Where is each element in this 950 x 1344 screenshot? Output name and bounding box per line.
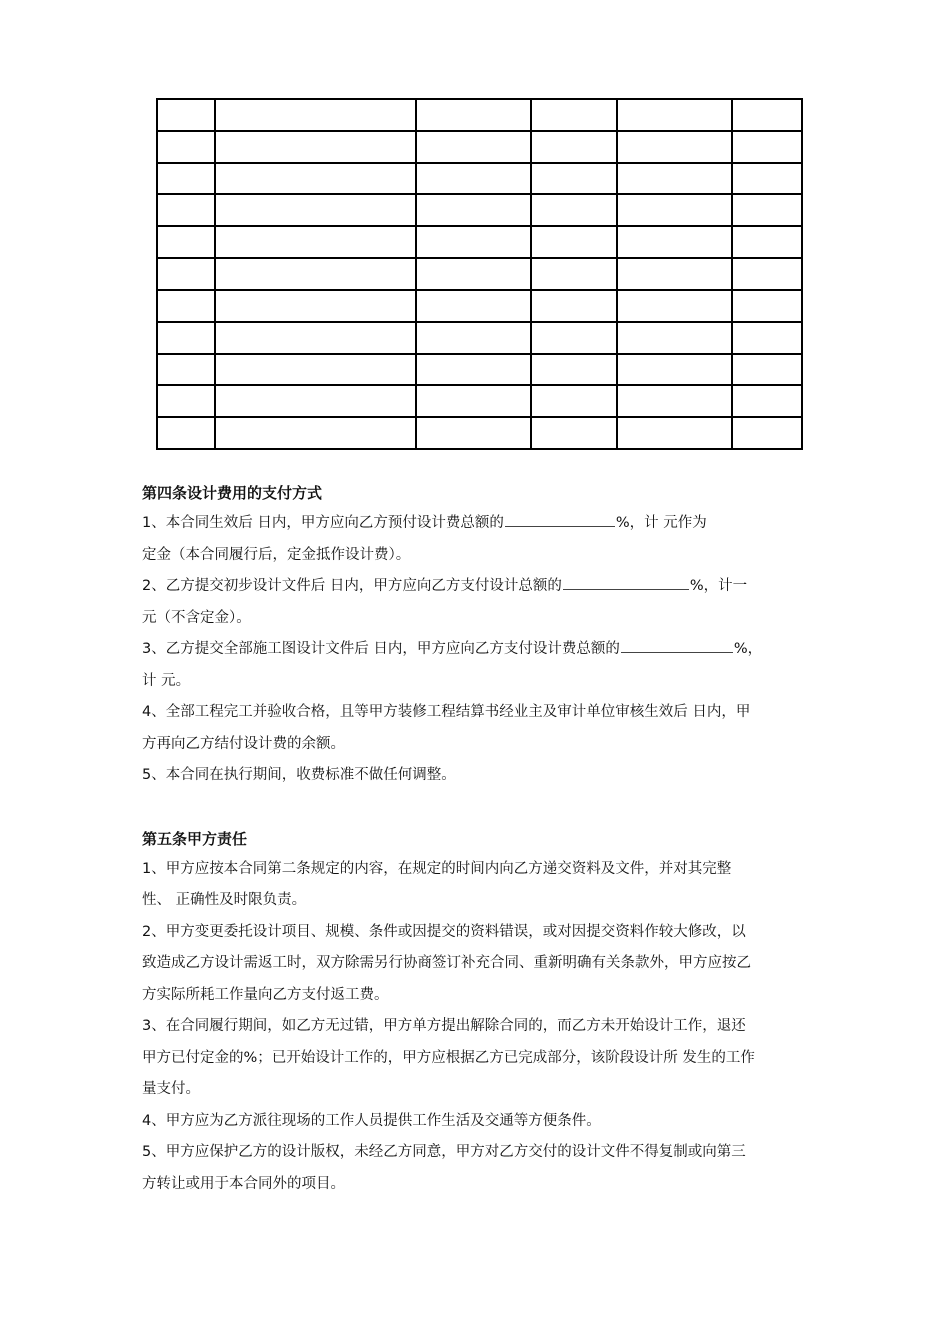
table-cell[interactable] (732, 131, 802, 163)
s4-item3-line2: 计 元。 (142, 672, 191, 689)
table-cell[interactable] (215, 322, 416, 354)
table-cell[interactable] (531, 163, 617, 195)
s5-item3-line3: 量支付。 (142, 1081, 200, 1097)
blank-form-table (156, 98, 803, 450)
table-cell[interactable] (617, 322, 732, 354)
table-cell[interactable] (617, 417, 732, 449)
table-cell[interactable] (732, 258, 802, 290)
s5-item1-line2: 性、 正确性及时限负责。 (142, 892, 307, 908)
s4-item4-line2: 方再向乙方结付设计费的余额。 (142, 735, 345, 752)
table-cell[interactable] (416, 194, 531, 226)
table-row (157, 417, 802, 449)
table-cell[interactable] (416, 417, 531, 449)
table-cell[interactable] (416, 354, 531, 386)
s4-item1-text-b: %，计 元作为 (615, 515, 707, 531)
table-cell[interactable] (531, 131, 617, 163)
table-cell[interactable] (157, 258, 215, 290)
table-cell[interactable] (215, 290, 416, 322)
table-cell[interactable] (157, 194, 215, 226)
section-5-title: 第五条甲方责任 (142, 829, 248, 848)
table-cell[interactable] (732, 99, 802, 131)
table-cell[interactable] (157, 385, 215, 417)
table-cell[interactable] (732, 322, 802, 354)
s5-item5-line1: 5、甲方应保护乙方的设计版权，未经乙方同意，甲方对乙方交付的设计文件不得复制或向第三 (142, 1144, 746, 1160)
table-cell[interactable] (732, 226, 802, 258)
table-cell[interactable] (416, 258, 531, 290)
table-cell[interactable] (215, 163, 416, 195)
table-cell[interactable] (531, 322, 617, 354)
s4-item2-line1 (142, 571, 812, 603)
table-cell[interactable] (732, 354, 802, 386)
table-cell[interactable] (157, 322, 215, 354)
percent-blank[interactable] (621, 638, 733, 653)
table-cell[interactable] (416, 226, 531, 258)
section-spacer (142, 792, 812, 824)
table-cell[interactable] (531, 194, 617, 226)
table-cell[interactable] (531, 354, 617, 386)
s4-item5: 5、本合同在执行期间，收费标准不做任何调整。 (142, 767, 456, 783)
s5-item2-line2: 致造成乙方设计需返工时，双方除需另行协商签订补充合同、重新明确有关条款外，甲方应按乙 (142, 955, 751, 971)
s5-item2-line1: 2、甲方变更委托设计项目、规模、条件或因提交的资料错误，或对因提交资料作较大修改，以 (142, 923, 746, 940)
percent-blank[interactable] (505, 512, 615, 527)
table-cell[interactable] (617, 354, 732, 386)
s4-item3-line1 (142, 634, 812, 666)
table-row (157, 290, 802, 322)
s4-item1-line2: 定金（本合同履行后，定金抵作设计费）。 (142, 546, 411, 563)
table-cell[interactable] (157, 226, 215, 258)
s5-item1-line1: 1、甲方应按本合同第二条规定的内容，在规定的时间内向乙方递交资料及文件，并对其完整 (142, 860, 732, 877)
table-cell[interactable] (732, 163, 802, 195)
table-cell[interactable] (732, 290, 802, 322)
table-cell[interactable] (732, 385, 802, 417)
table-row (157, 131, 802, 163)
s4-item3-text-a: 3、乙方提交全部施工图设计文件后 日内，甲方应向乙方支付设计费总额的 (142, 641, 620, 657)
table-cell[interactable] (416, 385, 531, 417)
table-cell[interactable] (531, 290, 617, 322)
table-cell[interactable] (732, 194, 802, 226)
s5-item3-line1: 3、在合同履行期间，如乙方无过错，甲方单方提出解除合同的，而乙方未开始设计工作，退还 (142, 1018, 746, 1034)
table-cell[interactable] (416, 163, 531, 195)
s4-item4-line1: 4、全部工程完工并验收合格，且等甲方装修工程结算书经业主及审计单位审核生效后 日内，甲 (142, 704, 751, 720)
table-cell[interactable] (416, 290, 531, 322)
table-cell[interactable] (531, 99, 617, 131)
table-cell[interactable] (215, 258, 416, 290)
table-cell[interactable] (215, 131, 416, 163)
table-row (157, 385, 802, 417)
table-cell[interactable] (617, 290, 732, 322)
section-4-title: 第四条设计费用的支付方式 (142, 484, 323, 502)
table-cell[interactable] (215, 99, 416, 131)
table-row (157, 258, 802, 290)
s4-item2-line2: 元（不含定金）。 (142, 609, 251, 626)
contract-text (142, 478, 812, 1200)
table-cell[interactable] (531, 385, 617, 417)
s4-item3-text-b: %， (733, 641, 763, 657)
s5-item4: 4、甲方应为乙方派往现场的工作人员提供工作生活及交通等方便条件。 (142, 1112, 601, 1129)
table-cell[interactable] (157, 131, 215, 163)
s4-item2-text-a: 2、乙方提交初步设计文件后 日内，甲方应向乙方支付设计总额的 (142, 578, 562, 594)
table-cell[interactable] (416, 131, 531, 163)
table-cell[interactable] (215, 385, 416, 417)
table-cell[interactable] (617, 385, 732, 417)
table-row (157, 226, 802, 258)
table-cell[interactable] (215, 226, 416, 258)
table-cell[interactable] (215, 417, 416, 449)
s5-item3-line2: 甲方已付定金的%；已开始设计工作的，甲方应根据乙方已完成部分，该阶段设计所 发生的工作 (142, 1049, 755, 1066)
percent-blank[interactable] (563, 575, 689, 590)
table-row (157, 163, 802, 195)
table-cell[interactable] (215, 354, 416, 386)
table-cell[interactable] (617, 194, 732, 226)
s4-item1-text-a: 1、本合同生效后 日内，甲方应向乙方预付设计费总额的 (142, 515, 504, 531)
table-cell[interactable] (416, 322, 531, 354)
table-cell[interactable] (732, 417, 802, 449)
table-cell[interactable] (617, 226, 732, 258)
table-row (157, 322, 802, 354)
table-cell[interactable] (617, 258, 732, 290)
table-cell[interactable] (157, 290, 215, 322)
table-cell[interactable] (531, 226, 617, 258)
table-row (157, 99, 802, 131)
table-cell[interactable] (617, 163, 732, 195)
s4-item2-text-b: %，计一 (689, 578, 748, 594)
table-cell[interactable] (531, 417, 617, 449)
table-cell[interactable] (157, 163, 215, 195)
table-cell[interactable] (215, 194, 416, 226)
table-cell[interactable] (416, 99, 531, 131)
table-cell[interactable] (157, 417, 215, 449)
table-cell[interactable] (157, 354, 215, 386)
table-row (157, 194, 802, 226)
table-cell[interactable] (157, 99, 215, 131)
s5-item2-line3: 方实际所耗工作量向乙方支付返工费。 (142, 986, 389, 1003)
s5-item5-line2: 方转让或用于本合同外的项目。 (142, 1175, 345, 1192)
table-cell[interactable] (531, 258, 617, 290)
table-cell[interactable] (617, 99, 732, 131)
table-body (157, 99, 802, 449)
table-cell[interactable] (617, 131, 732, 163)
table-row (157, 354, 802, 386)
s4-item1-line1 (142, 508, 812, 540)
